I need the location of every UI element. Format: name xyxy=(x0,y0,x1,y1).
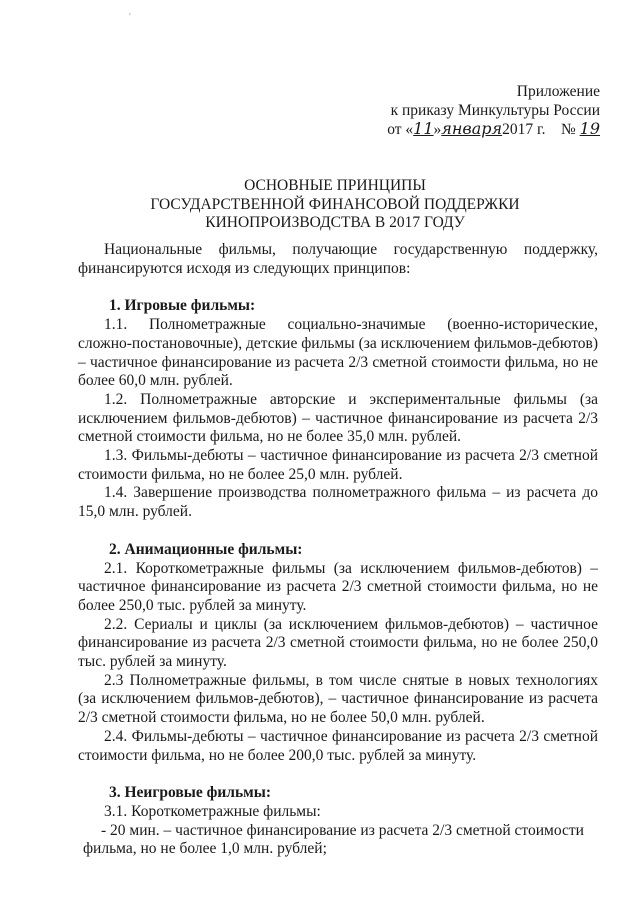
dash-list-item xyxy=(78,822,598,859)
handwritten-month: января xyxy=(441,119,503,139)
intro-paragraph: Национальные фильмы, получающие государственную поддержку, финансируются исходя из следующих принципов: xyxy=(78,241,598,277)
section-item: 1.3. Фильмы-дебюты – частичное финансирование из расчета 2/3 сметной стоимости фильма, но не более 25,0 млн. рублей. xyxy=(78,447,598,483)
order-reference: к приказу Минкультуры России xyxy=(390,101,600,119)
handwritten-day: 11 xyxy=(413,119,434,139)
date-year: 2017 xyxy=(502,121,534,139)
dash-item-line: - 20 мин. – частичное финансирование из расчета 2/3 сметной стоимости xyxy=(101,821,584,839)
document-body xyxy=(78,241,598,859)
section-heading: 2. Анимационные фильмы: xyxy=(109,540,303,558)
date-prefix: от « xyxy=(387,121,414,139)
number-label: № xyxy=(560,121,576,139)
section-item: 3.1. Короткометражные фильмы: xyxy=(104,802,321,820)
handwritten-number: 19 xyxy=(579,119,600,139)
appendix-label: Приложение xyxy=(516,83,600,100)
section-item: 1.1. Полнометражные социально-значимые (военно-исторические, сложно-постановочные), детские фильмы (за исключением фильмов-дебютов) – частичное финансирование из расчета 2/3 сметной стоимости фильма, но не более 60,0 млн. рублей. xyxy=(78,316,598,390)
appendix-header xyxy=(330,83,600,140)
title-line: КИНОПРОИЗВОДСТВА В 2017 ГОДУ xyxy=(205,214,465,232)
date-suffix: г. xyxy=(536,121,546,139)
section-item: 2.2. Сериалы и циклы (за исключением фильмов-дебютов) – частичное финансирование из расчета 2/3 сметной стоимости фильма, но не более 250,0 тыс. рублей за минуту. xyxy=(78,615,598,671)
section-item: 1.2. Полнометражные авторские и экспериментальные фильмы (за исключением фильмов-дебютов) – частичное финансирование из расчета 2/3 сметной стоимости фильма, но не более 35,0 млн. рублей. xyxy=(78,390,598,446)
section-item: 2.4. Фильмы-дебюты – частичное финансирование из расчета 2/3 сметной стоимости фильма, но не более 200,0 тыс. рублей за минуту. xyxy=(78,727,598,764)
order-date-line xyxy=(330,120,600,140)
date-mid: » xyxy=(433,121,442,139)
document-title xyxy=(70,177,600,233)
section-heading: 1. Игровые фильмы: xyxy=(109,297,256,315)
section-item: 1.4. Завершение производства полнометражного фильма – из расчета до 15,0 млн. рублей. xyxy=(78,484,598,521)
title-line: ОСНОВНЫЕ ПРИНЦИПЫ xyxy=(244,177,426,194)
section-item: 2.1. Короткометражные фильмы (за исключением фильмов-дебютов) – частичное финансирование из расчета 2/3 сметной стоимости фильма, но не более 250,0 тыс. рублей за минуту. xyxy=(78,559,598,614)
dash-item-line: фильма, но не более 1,0 млн. рублей; xyxy=(83,840,327,858)
title-line: ГОСУДАРСТВЕННОЙ ФИНАНСОВОЙ ПОДДЕРЖКИ xyxy=(150,195,520,213)
section-heading: 3. Неигровые фильмы: xyxy=(109,784,271,802)
section-item: 2.3 Полнометражные фильмы, в том числе снятые в новых технологиях (за исключением фильмов-дебютов), – частичное финансирование из расчета 2/3 сметной стоимости фильма, но не более 50,0 млн. рублей. xyxy=(78,671,598,727)
scan-mark: ' xyxy=(129,12,131,23)
